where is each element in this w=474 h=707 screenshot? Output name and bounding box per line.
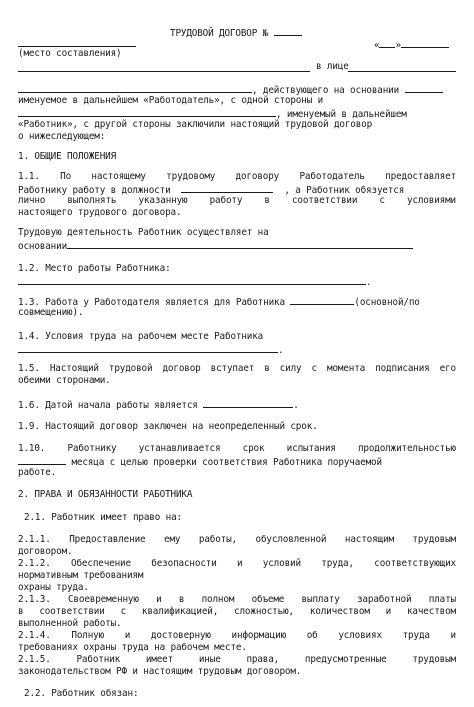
place-label: (место составления) [18,48,122,59]
employer-name-blank [18,71,310,72]
month-year-blank [401,38,449,48]
position-blank [181,183,273,193]
basis-line-1: Трудовую деятельность Работник осуществляет на [18,227,269,238]
basis-line-2: основании [18,239,413,253]
probation-blank [18,455,66,465]
clause-1-10-line-2: месяца с целью проверки соответствия Работника поручаемой [18,455,456,469]
employment-type-blank [290,295,354,305]
basis-doc-blank [405,83,443,93]
contract-number-blank [274,26,302,36]
workplace-line: . [18,275,371,289]
employee-named-line: , именуемый в дальнейшем [18,107,407,121]
clause-2-2: 2.2. Работник обязан: [24,688,139,699]
in-person-label: в лице [316,61,349,72]
item-2-1-4-line-1: 2.1.4. Полную и достоверную информацию об условиях труда и [18,630,456,641]
item-2-1-1-line-2: договором. [18,546,73,557]
item-2-1-5-line-2: законодательством РФ и настоящим трудовым договором. [18,666,302,677]
clause-1-3-line-1: 1.3. Работа у Работодателя является для Работника (основной/по [18,297,420,308]
start-date-blank [203,398,293,408]
representative-blank [348,71,456,72]
clause-1-9: 1.9. Настоящий договор заключен на неопределенный срок. [18,421,318,432]
clause-1-1-line-2: Работнику работу в должности , а Работник обязуется [18,185,405,196]
date-line: « » [374,38,449,52]
place-blank [18,46,136,47]
item-2-1-3-line-3: выполненной работы. [18,618,122,629]
conditions-line: . [18,343,283,357]
item-2-1-3-line-2: в соответствии с квалификацией, сложностью, количеством и качеством [18,606,456,617]
clause-1-5-line-2: обеими сторонами. [18,375,111,386]
clause-1-4: 1.4. Условия труда на рабочем месте Работника [18,331,264,342]
clause-1-1-line-4: настоящего трудового договора. [18,207,182,218]
employer-line: именуемое в дальнейшем «Работодатель», с одной стороны и [18,95,324,106]
clause-1-10-line-1: 1.10. Работнику устанавливается срок испытания продолжительностью [18,443,456,454]
basis-blank [67,239,413,249]
clause-2-1: 2.1. Работник имеет право на: [24,512,182,523]
clause-1-5-line-1: 1.5. Настоящий трудовой договор вступает в силу с момента подписания его [18,363,456,374]
item-2-1-4-line-2: требованиях охраны труда на рабочем месте. [18,642,247,653]
clause-1-10-line-3: работе. [18,467,57,478]
workplace-blank [18,275,366,285]
representative-line: , действующего на основании [18,83,443,97]
day-blank [379,38,395,48]
item-2-1-5-line-1: 2.1.5. Работник имеет иные права, предусмотренные трудовым [18,654,456,665]
item-2-1-3-line-1: 2.1.3. Своевременную и в полном объеме выплату заработной платы [18,594,456,605]
conditions-blank [18,343,278,353]
section-2-heading: 2. ПРАВА И ОБЯЗАННОСТИ РАБОТНИКА [18,489,193,500]
employee-name-blank [18,107,276,117]
item-2-1-1-line-1: 2.1.1. Предоставление ему работы, обусловленной настоящим трудовым [18,534,456,545]
clause-1-3-line-2: совмещению). [18,307,84,318]
item-2-1-2-line-3: охраны труда. [18,582,89,593]
document-title: ТРУДОВОЙ ДОГОВОР № [170,26,302,40]
section-1-heading: 1. ОБЩИЕ ПОЛОЖЕНИЯ [18,151,117,162]
clause-1-1-line-3: лично выполнять указанную работу в соответствии с условиями [18,195,456,206]
clause-1-2: 1.2. Место работы Работника: [18,263,171,274]
representative-name-blank [18,83,252,93]
clause-1-1-line-1: 1.1. По настоящему трудовому договору Работодатель предоставляет [18,171,456,182]
clause-1-6: 1.6. Датой начала работы является . [18,400,299,411]
intro-end: о нижеследующем: [18,131,106,142]
item-2-1-2-line-1: 2.1.2. Обеспечение безопасности и условий труда, соответствующих [18,558,456,569]
item-2-1-2-line-2: нормативным требованиям [18,570,144,581]
employee-line: «Работник», с другой стороны заключили настоящий трудовой договор [18,119,373,130]
